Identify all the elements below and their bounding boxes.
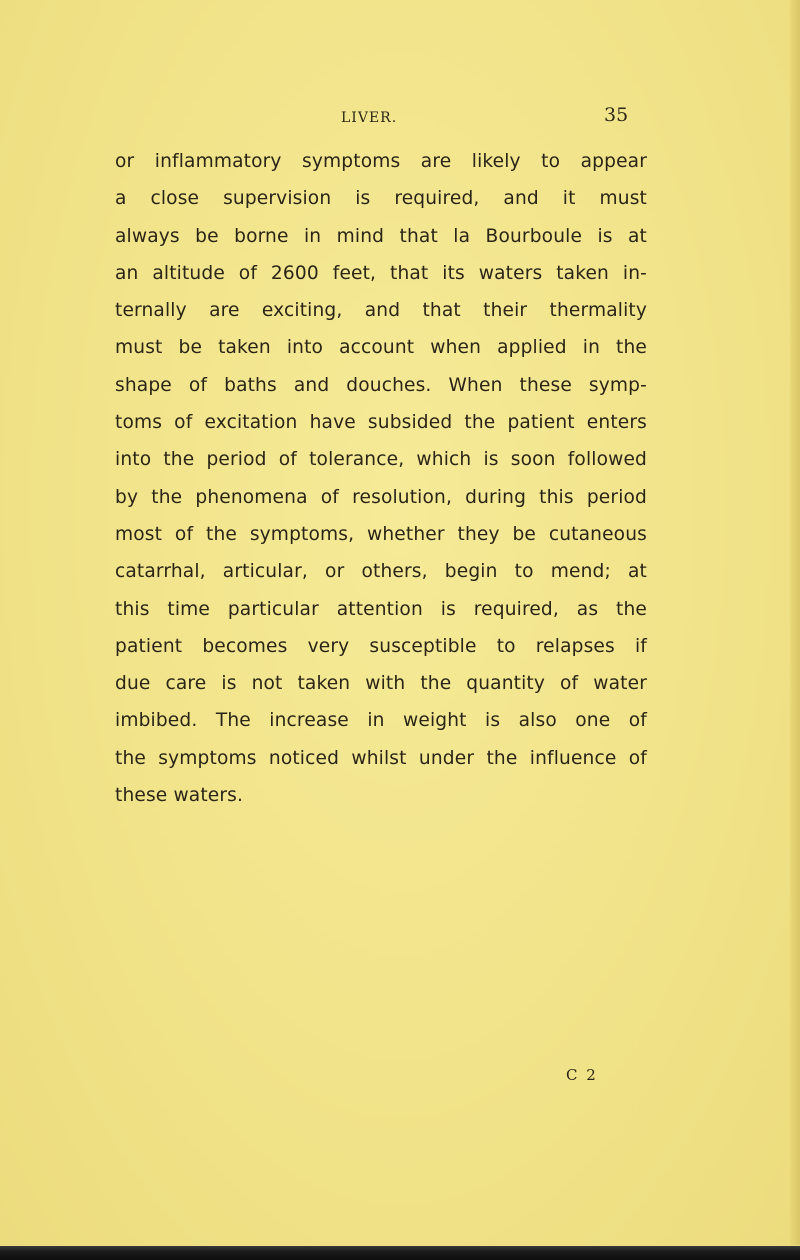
text-line: by the phenomena of resolution, during this period [115,486,647,508]
text-line: a close supervision is required, and it must [115,188,647,210]
text-line: most of the symptoms, whether they be cutaneous [115,523,647,545]
text-line: patient becomes very susceptible to relapses if [115,635,647,657]
text-line: toms of excitation have subsided the patient enters [115,412,647,434]
bottom-edge-band [0,1246,800,1260]
text-line: must be taken into account when applied in the [115,337,647,359]
body-paragraph [115,143,647,814]
page-number: 35 [604,104,629,126]
running-head [0,104,800,134]
text-line: the symptoms noticed whilst under the influence of [115,747,647,769]
text-line: an altitude of 2600 feet, that its waters taken in- [115,262,647,284]
text-line: imbibed. The increase in weight is also one of [115,710,647,732]
page-edge-shadow [790,0,800,1245]
text-line: always be borne in mind that la Bourboule is at [115,225,647,247]
signature-mark: C 2 [566,1066,598,1084]
text-line: shape of baths and douches. When these symp- [115,374,647,396]
text-line: catarrhal, articular, or others, begin to mend; at [115,561,647,583]
running-title: LIVER. [341,110,398,126]
text-line: ternally are exciting, and that their thermality [115,300,647,322]
text-line-last: these waters. [115,785,244,807]
text-line: or inflammatory symptoms are likely to appear [115,151,647,172]
text-line: into the period of tolerance, which is soon followed [115,449,647,471]
text-line: due care is not taken with the quantity of water [115,673,647,695]
text-line: this time particular attention is required, as the [115,598,647,620]
